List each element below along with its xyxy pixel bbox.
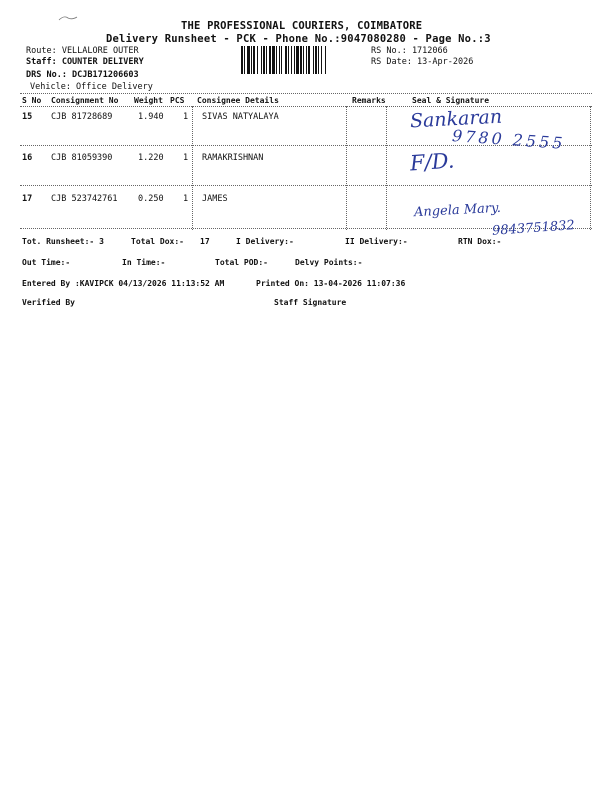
scan-mark [58, 14, 78, 22]
verified-by: Verified By [22, 298, 75, 307]
col-weight: Weight [134, 96, 163, 105]
drs-label: DRS No.: DCJB171206603 [26, 70, 139, 80]
row-divider [20, 185, 592, 186]
signature-row17-phone: 9843751832 [491, 218, 576, 239]
entered-by: Entered By :KAVIPCK 04/13/2026 11:13:52 AM [22, 279, 225, 288]
vehicle-label: Vehicle: Office Delivery [30, 82, 153, 92]
col-pcs: PCS [170, 96, 185, 105]
table-row-pcs: 1 [183, 153, 189, 163]
table-row-weight: 1.220 [138, 153, 164, 163]
table-row-consignment: CJB 81728689 [51, 112, 113, 122]
printed-on: Printed On: 13-04-2026 11:07:36 [256, 279, 406, 288]
ii-delivery: II Delivery:- [345, 237, 408, 246]
signature-row17-name: Angela Mary. [413, 200, 502, 221]
table-header-rule [20, 106, 592, 107]
rs-number: RS No.: 1712066 [371, 46, 448, 56]
total-dox-label: Total Dox:- [131, 237, 184, 246]
table-row-consignee: SIVAS NATYALAYA [202, 112, 279, 122]
i-delivery: I Delivery:- [236, 237, 294, 246]
table-row-sno: 16 [22, 153, 33, 163]
col-divider [192, 106, 193, 230]
table-row-consignment: CJB 81059390 [51, 153, 113, 163]
table-top-rule [20, 93, 592, 94]
col-seal-signature: Seal & Signature [412, 96, 490, 105]
table-row-consignment: CJB 523742761 [51, 194, 118, 204]
total-dox-value: 17 [200, 237, 210, 246]
rs-date: RS Date: 13-Apr-2026 [371, 57, 474, 67]
col-divider [346, 106, 347, 230]
runsheet-subtitle: Delivery Runsheet - PCK - Phone No.:9047080280 - Page No.:3 [106, 33, 491, 45]
company-title: THE PROFESSIONAL COURIERS, COIMBATORE [181, 20, 423, 32]
table-row-consignee: RAMAKRISHNAN [202, 153, 264, 163]
col-consignee: Consignee Details [197, 96, 279, 105]
table-row-weight: 0.250 [138, 194, 164, 204]
signature-row15-name: Sankaran [409, 105, 503, 133]
table-row-sno: 15 [22, 112, 33, 122]
table-row-consignee: JAMES [202, 194, 228, 204]
out-time: Out Time:- [22, 258, 71, 267]
col-remarks: Remarks [352, 96, 386, 105]
staff-signature: Staff Signature [274, 298, 347, 307]
table-row-sno: 17 [22, 194, 33, 204]
table-row-pcs: 1 [183, 194, 189, 204]
col-consignment: Consignment No [51, 96, 119, 105]
rtn-dox: RTN Dox:- [458, 237, 502, 246]
barcode [241, 46, 366, 74]
delvy-points: Delvy Points:- [295, 258, 363, 267]
total-pod: Total POD:- [215, 258, 268, 267]
col-divider [386, 106, 387, 230]
signature-row16: F/D. [409, 148, 456, 176]
col-divider [590, 106, 591, 230]
tot-runsheet: Tot. Runsheet:- 3 [22, 237, 104, 246]
route-label: Route: VELLALORE OUTER [26, 46, 139, 56]
table-row-pcs: 1 [183, 112, 189, 122]
signature-row15-phone: 9780 2555 [451, 126, 567, 153]
staff-label: Staff: COUNTER DELIVERY [26, 57, 144, 67]
in-time: In Time:- [122, 258, 166, 267]
col-sno: S No [22, 96, 42, 105]
table-row-weight: 1.940 [138, 112, 164, 122]
